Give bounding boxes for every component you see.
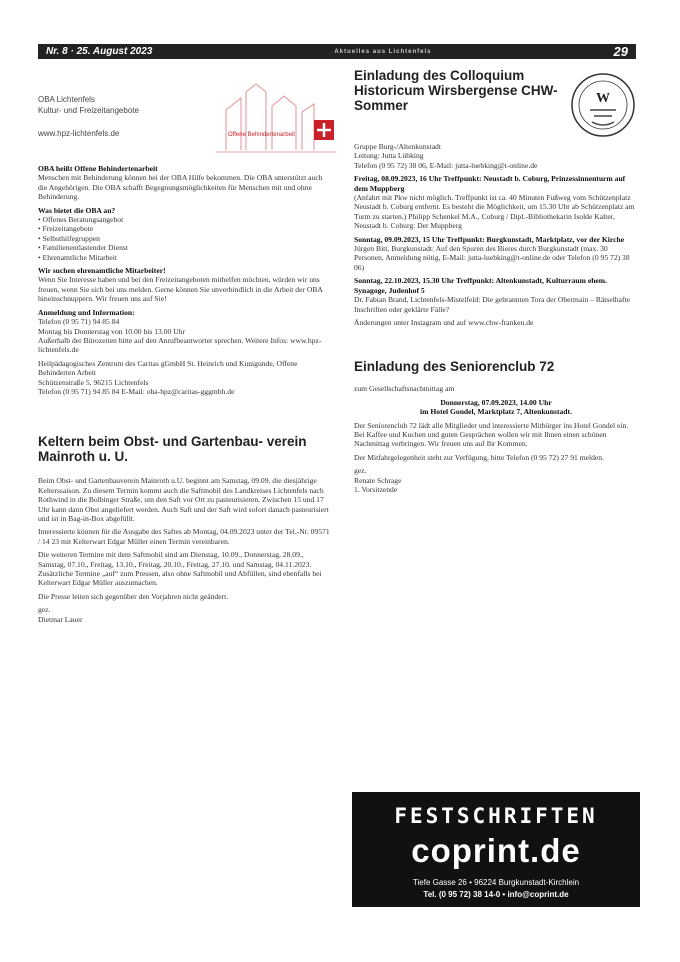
colloquium-title: Einladung des Colloquium Historicum Wirsbergense CHW-Sommer — [354, 68, 558, 113]
senioren-place: im Hotel Gondel, Marktplatz 7, Altenkunstadt. — [420, 407, 572, 417]
oba-list-item: • Ehrenamtliche Mitarbeit — [38, 252, 117, 262]
issue-label: Nr. 8 · 25. August 2023 — [46, 46, 153, 57]
keltern-signoff: gez. — [38, 605, 51, 615]
senioren-title: Einladung des Seniorenclub 72 — [354, 359, 555, 375]
colloquium-leader: Leitung: Jutta Lübking — [354, 151, 424, 161]
section-label: Aktuelles aus Lichtenfels — [334, 48, 432, 55]
senioren-paragraph-3: Der Mitfahrgelegenheit steht zur Verfügung, bitte Telefon (0 95 72) 27 91 melden. — [354, 452, 604, 462]
colloquium-note: Änderungen unter Instagram und auf www.chw-franken.de — [354, 317, 534, 327]
oba-logo-text: Offene Behindertenarbeit — [228, 132, 295, 138]
oba-name: OBA Lichtenfels — [38, 95, 95, 104]
senioren-role: 1. Vorsitzende — [354, 484, 398, 494]
right-column — [354, 68, 638, 494]
event-1-text: (Anfahrt mit Pkw nicht möglich. Treffpunkt ist ca. 40 Minuten Fußweg vom Schützenplatz Neustadt b. Coburg entfernt. Es besteht die Möglichkeit, um 15.30 Uhr ab Schützenplatz am Turm zu starten.) Philipp Schenkel M.A., Coburg / Dipl.-Bibliothekarin Isolde Kalter, Neustadt b. Coburg: Der Muppberg — [354, 193, 635, 231]
senioren-intro: zum Gesellschaftsnachmittag am — [354, 384, 455, 394]
event-3-heading: Sonntag, 22.10.2023, 15.30 Uhr Treffpunkt: Altenkunstadt, Kulturraum ehem. Synagoge, Judenhof 5 — [354, 276, 608, 295]
oba-list-item: • Offenes Beratungsangebot — [38, 215, 124, 225]
keltern-title: Keltern beim Obst- und Gartenbau- verein Mainroth u. U. — [38, 434, 307, 465]
svg-text:W: W — [596, 91, 610, 106]
oba-heading-3: Wir suchen ehrenamtliche Mitarbeiter! — [38, 266, 166, 276]
senioren-date: Donnerstag, 07.09.2023, 14.00 Uhr — [440, 397, 552, 407]
keltern-author: Dietmar Lauer — [38, 614, 83, 624]
keltern-paragraph-3: Die weiteren Termine mit dem Saftmobil sind am Dienstag, 10.09., Donnerstag, 28.09., Samstag, 07.10., Freitag, 13.10., Freitag, 20.10., Freitag, 27.10. und Samstag, 04.11.2023. Zusätzliche Termine „auf“ zum Pressen, also ohne Saftmobil und Abfüllen, sind ebenfalls bei Kelterwart Edgar Müller auszumachen. — [38, 550, 322, 588]
oba-list-item: • Selbsthilfegruppen — [38, 233, 100, 243]
oba-logo-icon — [206, 80, 356, 160]
keltern-paragraph-1: Beim Obst- und Gartenbauverein Mainroth u.U. beginnt am Samstag, 09.09. die diesjährige Kelterssaison. Zu diesem Termin kommt auch die Saftmobil des Landkreises Lichtenfels nach Rothwind in die Bolbinger Straße, um den Saft vor Ort zu pasteurisieren. Zwischen 15 und 17 Uhr kann dann Obst angeliefert werden. Auch Saft und der Saft wird sofort danach pasteurisiert und ist in Bag-in-Box abgefüllt. — [38, 476, 329, 523]
event-3-text: Dr. Fabian Brand, Lichtenfels-Mistelfeld: Die gebrannten Tora der Obermain – Rätselhafte Inschriften oder geklärte Fälle? — [354, 295, 630, 314]
colloquium-header — [354, 68, 638, 142]
oba-heading-1: OBA heißt Offene Behindertenarbeit — [38, 164, 158, 173]
oba-paragraph-2: Wenn Sie Interesse haben und bei den Freizeitangeboten mithelfen möchten, würden wir uns freuen, wenn Sie sich bei uns melden. Gerne können Sie unverbindlich in die Arbeit der OBA hineinschnuppern. Wir freuen uns auf Sie! — [38, 275, 323, 304]
chw-seal-icon — [570, 72, 636, 138]
coprint-advertisement[interactable] — [352, 792, 640, 907]
oba-address-street: Schützenstraße 5, 96215 Lichtenfels — [38, 377, 149, 387]
senioren-author: Renate Schrage — [354, 475, 402, 485]
colloquium-group: Gruppe Burg-/Altenkunstadt — [354, 142, 441, 151]
page-number: 29 — [613, 44, 628, 59]
keltern-paragraph-4: Die Presse leiten sich gegenüber den Vorjahren nicht geändert. — [38, 591, 229, 601]
oba-address-org: Heilpädagogisches Zentrum des Caritas gGmbH St. Heinrich und Kunigunde, Offene Behinderten Arbeit — [38, 358, 298, 378]
oba-header — [38, 94, 330, 164]
oba-website[interactable]: www.hpz-lichtenfels.de — [38, 129, 120, 138]
oba-list-item: • Familienentlastender Dienst — [38, 243, 128, 253]
colloquium-contact: Telefon (0 95 72) 38 06, E-Mail: jutta-luebking@t-online.de — [354, 160, 538, 170]
event-1-heading: Freitag, 08.09.2023, 16 Uhr Treffpunkt: Neustadt b. Coburg, Prinzessinnenturm auf dem Muppberg — [354, 174, 626, 193]
oba-address-contact: Telefon (0 95 71) 94 85 84 E-Mail: oba-hpz@caritas-gggmbh.de — [38, 386, 235, 396]
oba-subtitle: Kultur- und Freizeitangebote — [38, 106, 139, 115]
senioren-paragraph-2: Der Seniorenclub 72 lädt alle Mitglieder und interessierte Mitbürger ins Hotel Gondel ein. Bei Kaffee und Kuchen und guten Gesprächen wollen wir mit Ihnen einen schönen Nachmittag verbringen. Wir freuen uns auf Ihr Kommen. — [354, 420, 629, 449]
page-header — [38, 44, 636, 59]
ad-contact: Tel. (0 95 72) 38 14-0 • info@coprint.de — [423, 890, 569, 899]
keltern-paragraph-2: Interessierte können für die Ausgabe des Saftes ab Montag, 04.09.2023 unter der Tel.-Nr. 09571 / 14 23 mit Kelterwart Edgar Müller einen Termin vereinbaren. — [38, 527, 330, 546]
ad-headline: FESTSCHRIFTEN — [394, 804, 598, 828]
left-column — [38, 94, 330, 628]
oba-phone: Telefon (0 95 71) 94 85 84 — [38, 317, 120, 327]
oba-heading-4: Anmeldung und Information: — [38, 307, 135, 317]
oba-paragraph-1: Menschen mit Behinderung können bei der OBA Hilfe bekommen. Die OBA unterstützt auch die Angehörigen. Die OBA schafft Begegnungsmöglichkeiten für Menschen mit und ohne Behinderung. — [38, 173, 323, 202]
senioren-signoff: gez. — [354, 466, 367, 476]
event-2-heading: Sonntag, 09.09.2023, 15 Uhr Treffpunkt: Burgkunstadt, Marktplatz, vor der Kirche — [354, 234, 625, 244]
ad-address: Tiefe Gasse 26 • 96224 Burgkunstadt-Kirchlein — [412, 878, 580, 887]
oba-hours: Montag bis Donnerstag von 10.00 bis 13.00 Uhr — [38, 326, 186, 336]
oba-list-item: • Freizeitangebote — [38, 224, 94, 234]
ad-brand: coprint.de — [411, 832, 581, 869]
event-2-text: Jürgen Bitt, Burgkunstadt: Auf den Spuren des Bieres durch Burgkunstadt (max. 30 Personen, Anmeldung nötig, E-Mail: jutta-luebking@t-online.de oder Telefon (0 95 72) 38 06) — [354, 244, 630, 272]
oba-info: Außerhalb der Bürozeiten bitte auf den Anrufbeantworter sprechen. Weitere Infos: www.hpz-lichtenfels.de — [38, 335, 322, 355]
oba-heading-2: Was bietet die OBA an? — [38, 205, 116, 215]
